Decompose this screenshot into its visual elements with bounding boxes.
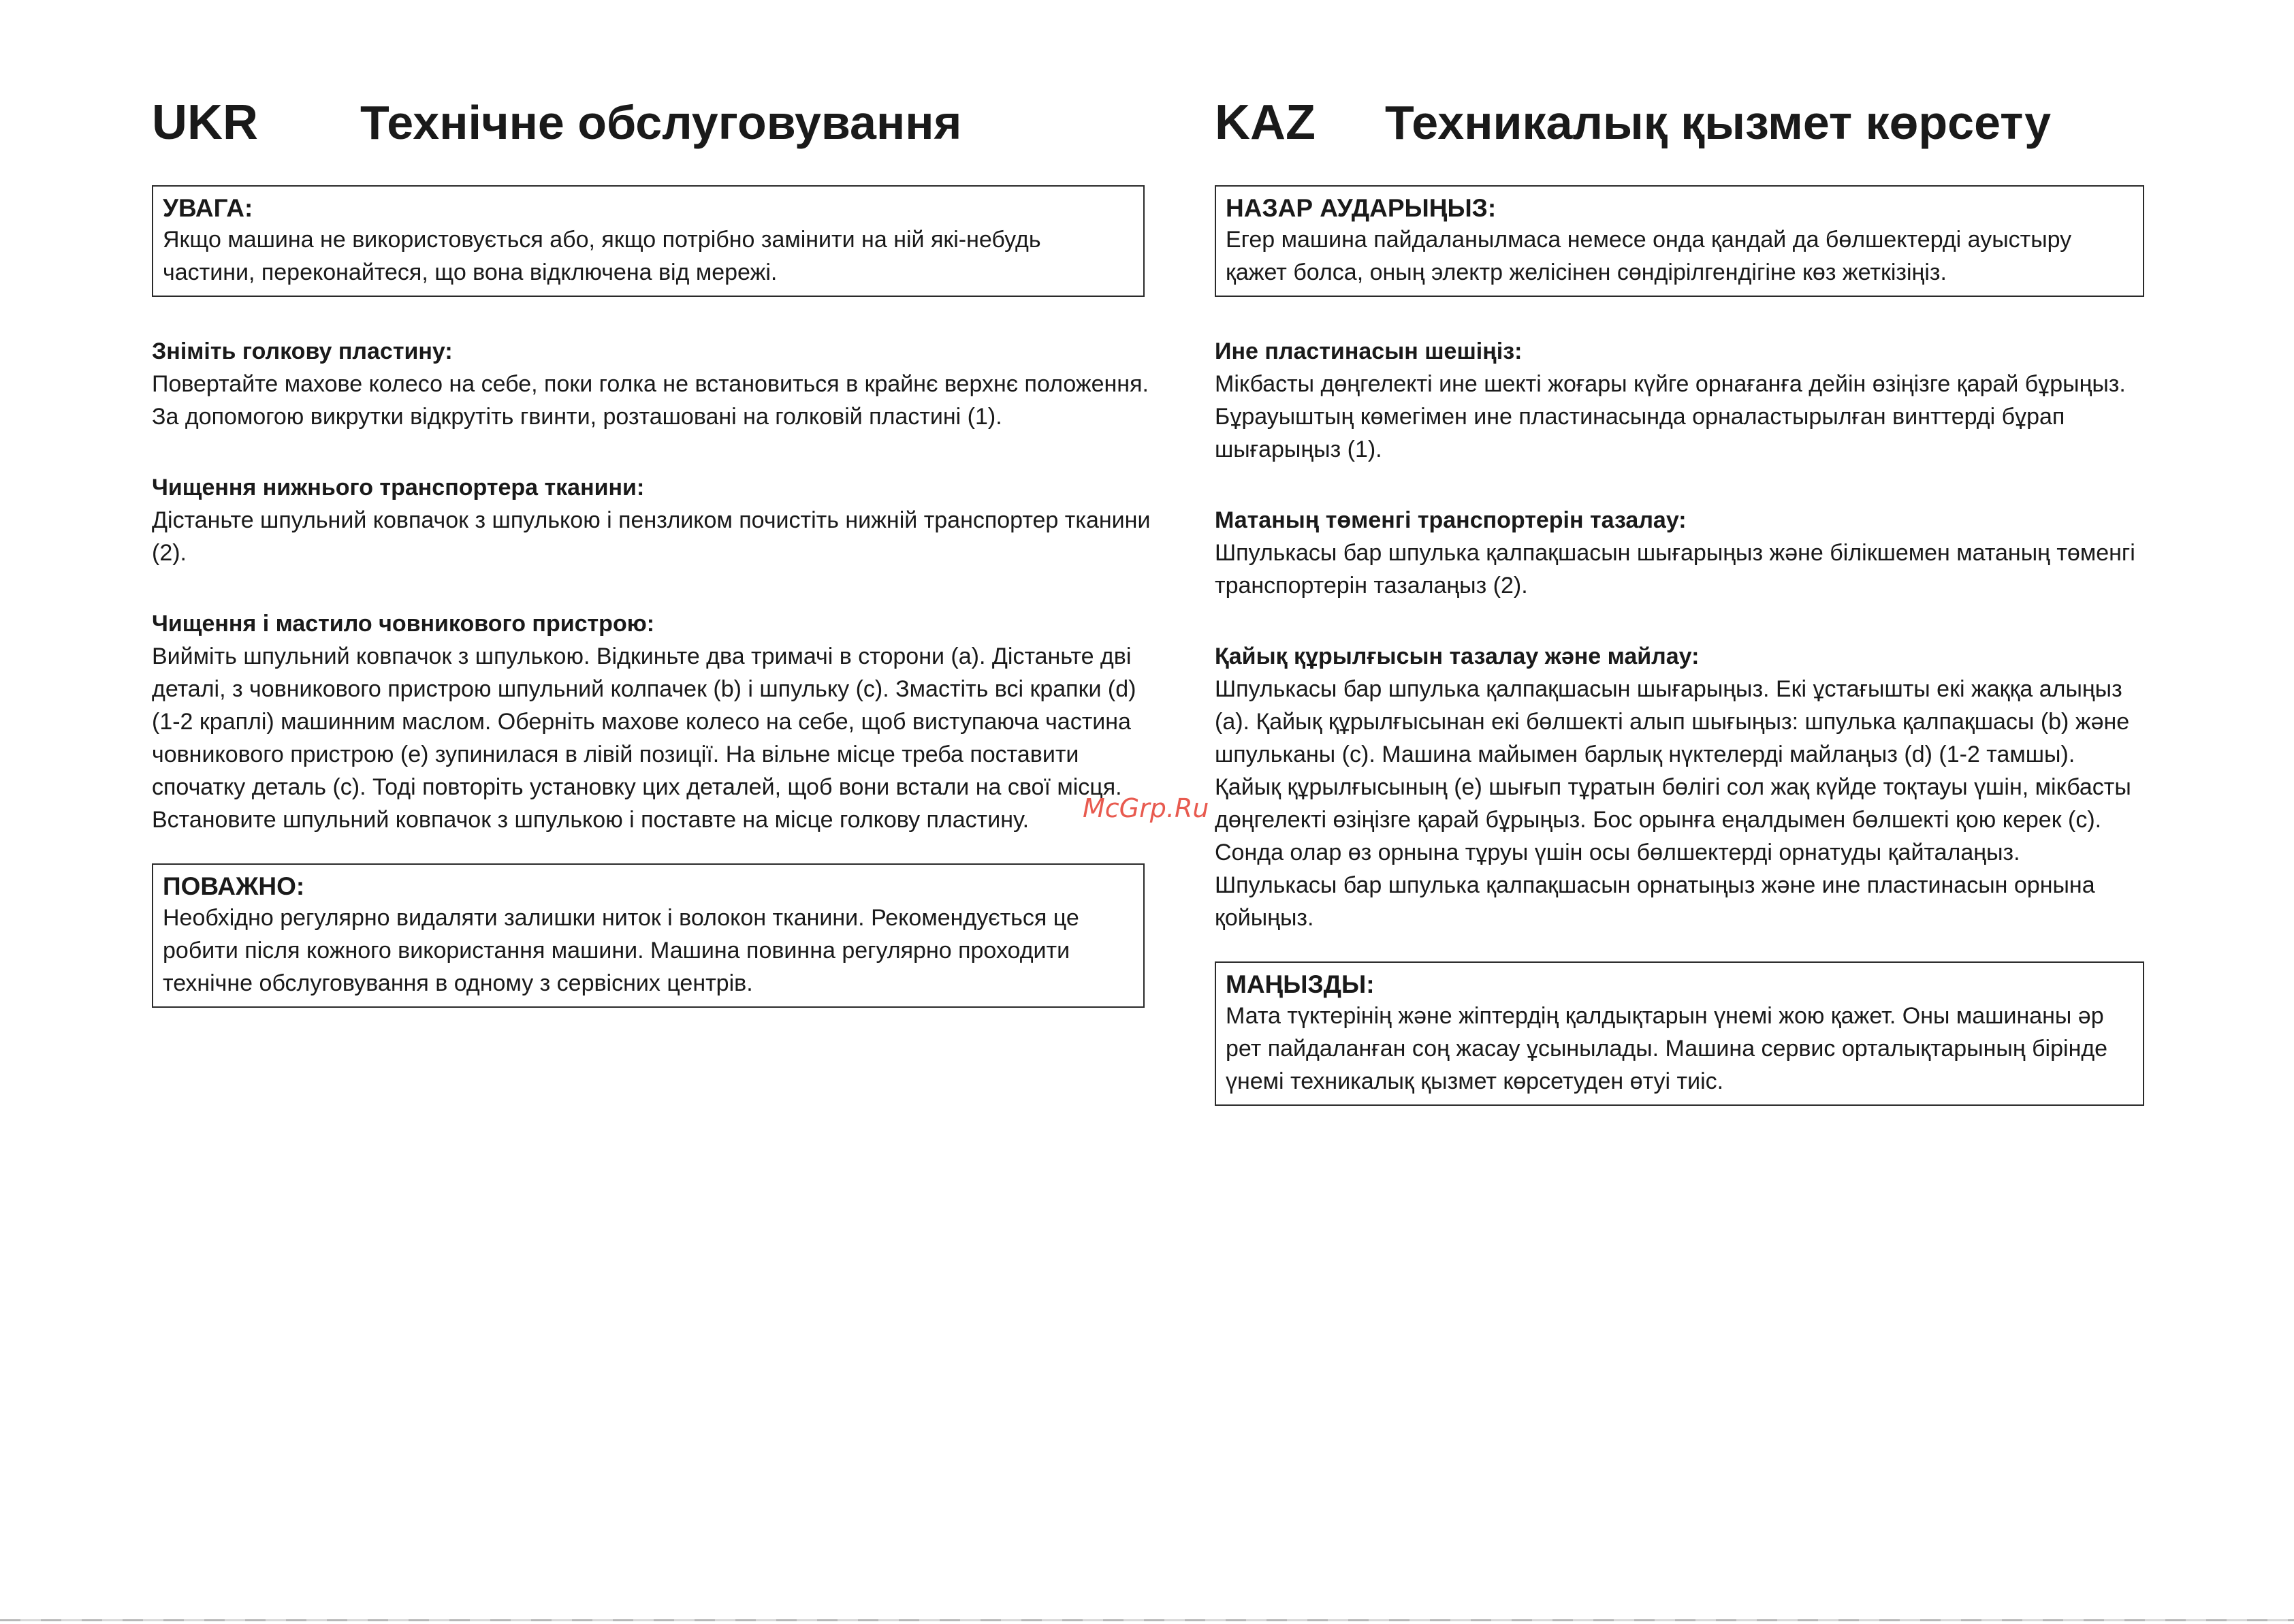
watermark: McGrp.Ru — [1083, 793, 1209, 823]
important-box — [1215, 961, 2144, 1106]
important-box — [152, 863, 1145, 1008]
section-remove-needle-plate — [152, 335, 1153, 433]
important-title: ПОВАЖНО: — [163, 872, 305, 900]
section-title: Қайық құрылғысын тазалау және майлау: — [1215, 643, 1700, 669]
section-clean-oil-hook — [152, 607, 1153, 836]
section-text: Вийміть шпульний ковпачок з шпулькою. Відкиньте два тримачі в сторони (a). Дістаньте дві деталі, з човникового пристрою шпульний колпачек (b) і шпульку (c). Змастіть всі крапки (d) (1-2 краплі) машинним маслом. Оберніть махове колесо на себе, щоб виступаюча частина човникового пристрою (e) зупинилася в лівій позиції. На вільне місце треба поставити спочатку деталь (c). Тоді повторіть установку цих деталей, щоб вони встали на свої місця. Встановите шпульний ковпачок з шпулькою і поставте на місце голкову пластину. — [152, 643, 1136, 833]
ukr-heading — [152, 89, 1153, 157]
page-title: Техникалық қызмет көрсету — [1385, 96, 2052, 149]
section-remove-needle-plate — [1215, 335, 2144, 466]
section-title: Чищення нижнього транспортера тканини: — [152, 475, 645, 500]
section-clean-feed-dogs — [1215, 504, 2144, 602]
important-text: Необхідно регулярно видаляти залишки ниток і волокон тканини. Рекомендується це робити після кожного використання машини. Машина повинна регулярно проходити технічне обслуговування в одному з сервісних центрів. — [163, 905, 1079, 996]
warning-text: Якщо машина не використовується або, якщо потрібно замінити на ній які-небудь частини, переконайтеся, що вона відключена від мережі. — [163, 227, 1041, 285]
section-text: Повертайте махове колесо на себе, поки голка не встановиться в крайнє верхнє положення. За допомогою викрутки відкрутіть гвинти, розташовані на голковій пластині (1). — [152, 371, 1149, 430]
language-code: UKR — [152, 95, 258, 150]
section-clean-feed-dogs — [152, 471, 1153, 569]
warning-box — [152, 185, 1145, 297]
kaz-column — [1215, 89, 2144, 1106]
section-title: Матаның төменгі транспортерін тазалау: — [1215, 507, 1687, 533]
warning-box — [1215, 185, 2144, 297]
section-title: Ине пластинасын шешіңіз: — [1215, 338, 1523, 364]
page-title: Технічне обслуговування — [360, 96, 962, 149]
warning-title: НАЗАР АУДАРЫҢЫЗ: — [1226, 194, 1497, 222]
section-text: Шпулькасы бар шпулька қалпақшасын шығарыңыз. Екі ұстағышты екі жаққа алыңыз (a). Қайық құрылғысынан екі бөлшекті алып шығыңыз: шпулька қалпақшасы (b) және шпульканы (c). Машина майымен барлық нүктелерді майлаңыз (d) (1-2 тамшы). Қайық құрылғысының (e) шығып тұратын бөлігі сол жақ күйде тоқтауы үшін, мікбасты дөңгелекті өзіңізге қарай бұрыңыз. Бос орынға еңалдымен бөлшекті қою керек (c). Сонда олар өз орнына тұруы үшін осы бөлшектерді орнатуды қайталаңыз. Шпулькасы бар шпулька қалпақшасын орнатыңыз және ине пластинасын орнына қойыңыз. — [1215, 676, 2131, 931]
warning-title: УВАГА: — [163, 194, 253, 222]
ukr-column — [152, 89, 1153, 1008]
kaz-heading — [1215, 89, 2144, 157]
section-text: Дістаньте шпульний ковпачок з шпулькою і пензликом почистіть нижній транспортер тканини (2). — [152, 507, 1151, 566]
section-title: Зніміть голкову пластину: — [152, 338, 453, 364]
section-text: Мікбасты дөңгелекті ине шекті жоғары күйге орнағанға дейін өзіңізге қарай бұрыңыз. Бұрауыштың көмегімен ине пластинасында орналастырылған винттерді бұрап шығарыңыз (1). — [1215, 371, 2126, 462]
warning-text: Егер машина пайдаланылмаса немесе онда қандай да бөлшектерді ауыстыру қажет болса, оның электр желісінен сөндірілгендігіне көз жеткізіңіз. — [1226, 227, 2072, 285]
language-code: KAZ — [1215, 95, 1316, 150]
section-clean-oil-hook — [1215, 640, 2144, 934]
section-text: Шпулькасы бар шпулька қалпақшасын шығарыңыз және білікшемен матаның төменгі транспортерін тазалаңыз (2). — [1215, 540, 2135, 599]
section-title: Чищення і мастило човникового пристрою: — [152, 611, 655, 637]
page-bottom-rule — [0, 1619, 2294, 1621]
important-text: Мата түктерінің және жіптердің қалдықтарын үнемі жою қажет. Оны машинаны әр рет пайдаланған соң жасау ұсынылады. Машина сервис орталықтарының бірінде үнемі техникалық қызмет көрсетуден өтуі тиіс. — [1226, 1003, 2108, 1094]
important-title: МАҢЫЗДЫ: — [1226, 970, 1375, 998]
